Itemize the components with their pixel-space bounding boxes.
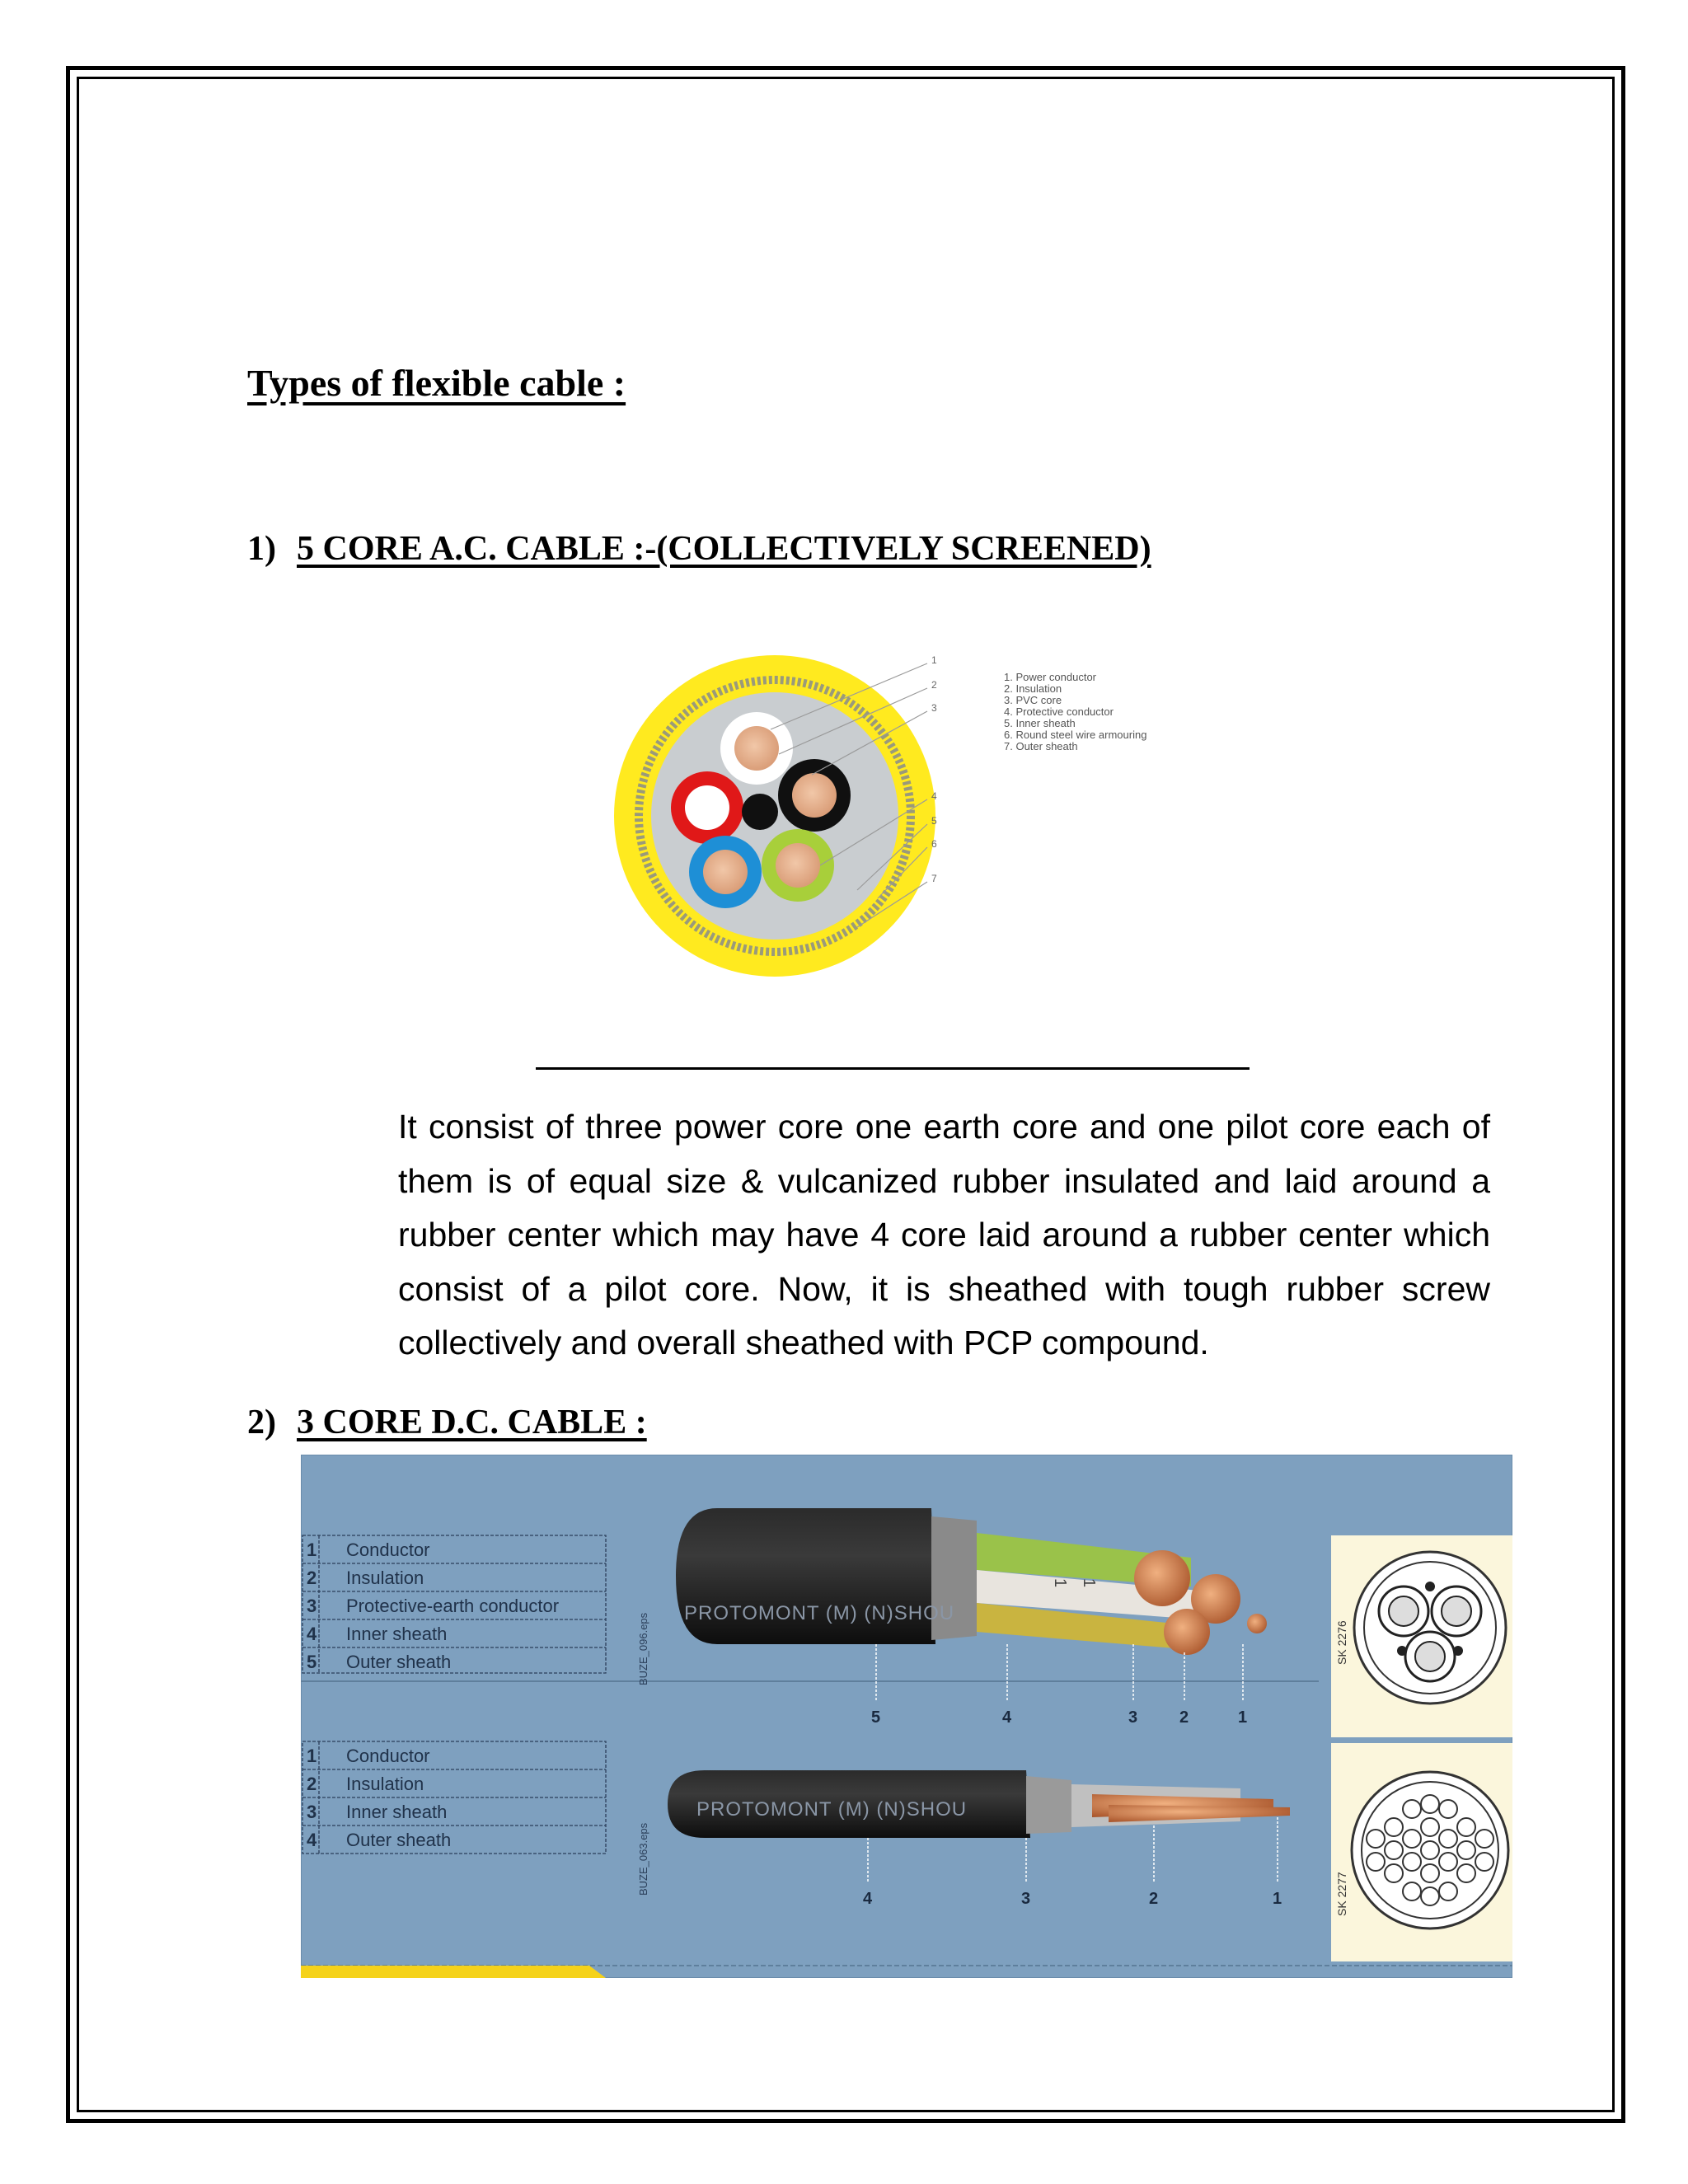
legend-num: 4: [307, 1830, 317, 1850]
callout: 2: [1149, 1890, 1159, 1908]
callout: 4: [863, 1890, 873, 1908]
legend-label: Insulation: [346, 1774, 424, 1794]
legend-num: 4: [307, 1624, 317, 1644]
callout-5: 5: [931, 815, 937, 827]
cross-section-1: [1331, 1535, 1512, 1737]
legend-item: 1. Power conductor: [1004, 671, 1097, 683]
legend-num: 2: [307, 1774, 317, 1794]
section-2-title: 3 CORE D.C. CABLE :: [297, 1404, 647, 1441]
legend-label: Protective-earth conductor: [346, 1596, 560, 1616]
legend-num: 3: [307, 1802, 317, 1822]
section-2-heading: [247, 1403, 647, 1442]
legend-label: Outer sheath: [346, 1830, 452, 1850]
sheath-print: PROTOMONT (M) (N)SHOU: [684, 1602, 955, 1624]
cross-section-code: SK 2276: [1335, 1620, 1348, 1665]
section-1-heading: [247, 529, 1151, 569]
legend-num: 1: [307, 1540, 317, 1560]
callout-6: 6: [931, 838, 937, 850]
section-2-number: 2): [247, 1404, 276, 1441]
core-red-conductor: [685, 785, 729, 830]
callout: 3: [1128, 1708, 1138, 1727]
callout: 1: [1238, 1708, 1248, 1727]
cross-section-code: SK 2277: [1335, 1872, 1348, 1916]
core-blue-conductor: [703, 850, 748, 894]
callout: 2: [1179, 1708, 1189, 1727]
page-title: Types of flexible cable :: [247, 362, 626, 404]
five-core-legend: [1004, 672, 1146, 752]
cross-section-2: [1331, 1743, 1512, 1961]
callout-3: 3: [931, 702, 937, 714]
separator-line: [536, 1067, 1250, 1070]
callout-4: 4: [931, 790, 937, 802]
legend-num: 5: [307, 1652, 317, 1672]
section-1-title: 5 CORE A.C. CABLE :-(COLLECTIVELY SCREENED): [297, 530, 1151, 568]
core-green-yellow-conductor: [776, 843, 820, 888]
core-black-conductor: [792, 773, 837, 818]
legend-item: 6. Round steel wire armouring: [1004, 729, 1147, 741]
cable-1-file-code: BUZE_096.eps: [637, 1612, 649, 1685]
callout: 4: [1002, 1708, 1012, 1727]
legend-label: Conductor: [346, 1746, 430, 1766]
legend-label: Conductor: [346, 1540, 430, 1560]
callout-7: 7: [931, 873, 937, 884]
legend-num: 3: [307, 1596, 317, 1616]
core-center-black: [742, 794, 778, 830]
legend-label: Inner sheath: [346, 1624, 448, 1644]
callout: 1: [1273, 1890, 1282, 1908]
legend-item: 4. Protective conductor: [1004, 705, 1114, 718]
callout: 5: [871, 1708, 881, 1727]
five-core-cable-diagram: [610, 643, 964, 989]
legend-label: Insulation: [346, 1568, 424, 1588]
legend-label: Outer sheath: [346, 1652, 452, 1672]
yellow-tab: [301, 1966, 606, 1978]
sheath-print: PROTOMONT (M) (N)SHOU: [696, 1798, 968, 1821]
legend-item: 7. Outer sheath: [1004, 740, 1078, 752]
legend-item: 5. Inner sheath: [1004, 717, 1076, 729]
core-top-conductor: [734, 726, 779, 771]
legend-label: Inner sheath: [346, 1802, 448, 1822]
callout-2: 2: [931, 679, 937, 691]
legend-num: 2: [307, 1568, 317, 1588]
legend-item: 2. Insulation: [1004, 682, 1062, 695]
five-core-description: It consist of three power core one earth core and one pilot core each of them is of equal size & vulcanized rubber insulated and laid around a rubber center which may have 4 core laid around a rubber center which consist of a pilot core. Now, it is sheathed with tough rubber screw collectively and overall sheathed with PCP compound.: [398, 1108, 1490, 1361]
section-1-number: 1): [247, 530, 276, 568]
cable-2-file-code: BUZE_063.eps: [637, 1822, 649, 1896]
legend-num: 1: [307, 1746, 317, 1766]
legend-item: 3. PVC core: [1004, 694, 1062, 706]
three-core-cable-figure: [301, 1455, 1512, 1978]
core-mark: 1: [1051, 1578, 1069, 1588]
core-mark: 1: [1080, 1578, 1098, 1588]
callout: 3: [1021, 1890, 1031, 1908]
callout-1: 1: [931, 654, 937, 666]
